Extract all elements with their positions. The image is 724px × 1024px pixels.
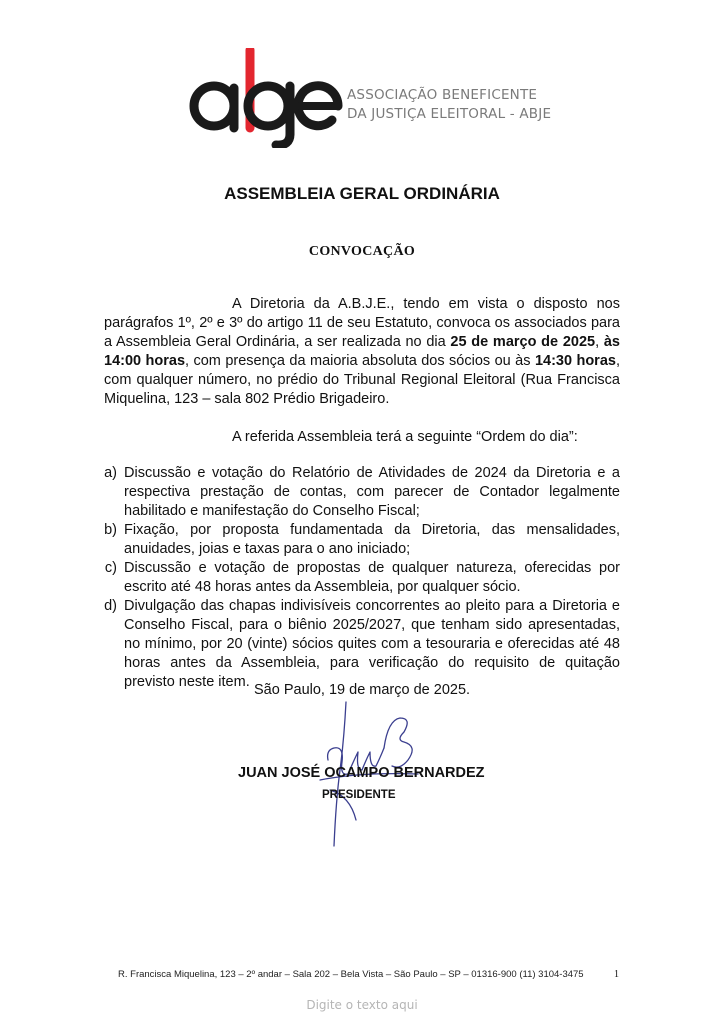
footer-address: R. Francisca Miquelina, 123 – 2º andar – Sala 202 – Bela Vista – São Paulo – SP – 01316-900 (11) 3104-3475: [118, 969, 584, 980]
text-placeholder-hint[interactable]: Digite o texto aqui: [306, 998, 418, 1012]
signer-name: JUAN JOSÉ OCAMPO BERNARDEZ: [238, 765, 485, 781]
page-number: 1: [614, 969, 619, 980]
place-and-date: São Paulo, 19 de março de 2025.: [254, 682, 471, 698]
agenda-item: c) Discussão e votação de propostas de qualquer natureza, oferecidas por escrito até 48 horas antes da Assembleia, por qualquer sócio.: [104, 560, 620, 595]
abje-logo: [186, 48, 346, 148]
signer-role: PRESIDENTE: [322, 789, 396, 801]
paragraph-2: A referida Assembleia terá a seguinte “Ordem do dia”:: [232, 429, 578, 445]
org-line-1: ASSOCIAÇÃO BENEFICENTE: [347, 87, 538, 103]
organization-name: [347, 86, 551, 124]
agenda-item: b) Fixação, por proposta fundamentada da Diretoria, das mensalidades, anuidades, joias e taxas para o ano iniciado;: [104, 522, 620, 557]
document-subtitle: CONVOCAÇÃO: [308, 244, 416, 259]
meeting-time-first: às 14:00 horas: [104, 334, 620, 369]
document-title: ASSEMBLEIA GERAL ORDINÁRIA: [224, 184, 500, 203]
paragraph-1: A Diretoria da A.B.J.E., tendo em vista o disposto nos parágrafos 1º, 2º e 3º do artigo 11 de seu Estatuto, convoca os associados para a Assembleia Geral Ordinária, a ser realizada no dia 25 de março de 2025, às 14:00 horas, com presença da maioria absoluta dos sócios ou às 14:30 horas, com qualquer número, no prédio do Tribunal Regional Eleitoral (Rua Francisca Miquelina, 123 – sala 802 Prédio Brigadeiro.: [104, 296, 620, 407]
agenda-item: d) Divulgação das chapas indivisíveis concorrentes ao pleito para a Diretoria e Conselho Fiscal, para o biênio 2025/2027, que tenham sido apresentadas, no mínimo, por 20 (vinte) sócios quites com a tesouraria e oferecidas até 48 horas antes da Assembleia, para verificação do requisito de quitação previsto neste item.: [104, 598, 620, 690]
meeting-date: 25 de março de 2025: [450, 334, 596, 350]
org-line-2: DA JUSTIÇA ELEITORAL - ABJE: [347, 106, 552, 122]
meeting-time-second: 14:30 horas: [534, 353, 616, 369]
document-body: [104, 295, 620, 692]
agenda-list: [104, 464, 620, 692]
agenda-item: a) Discussão e votação do Relatório de Atividades de 2024 da Diretoria e a respectiva prestação de contas, com parecer de Contador legalmente habilitado e manifestação do Conselho Fiscal;: [104, 465, 620, 519]
